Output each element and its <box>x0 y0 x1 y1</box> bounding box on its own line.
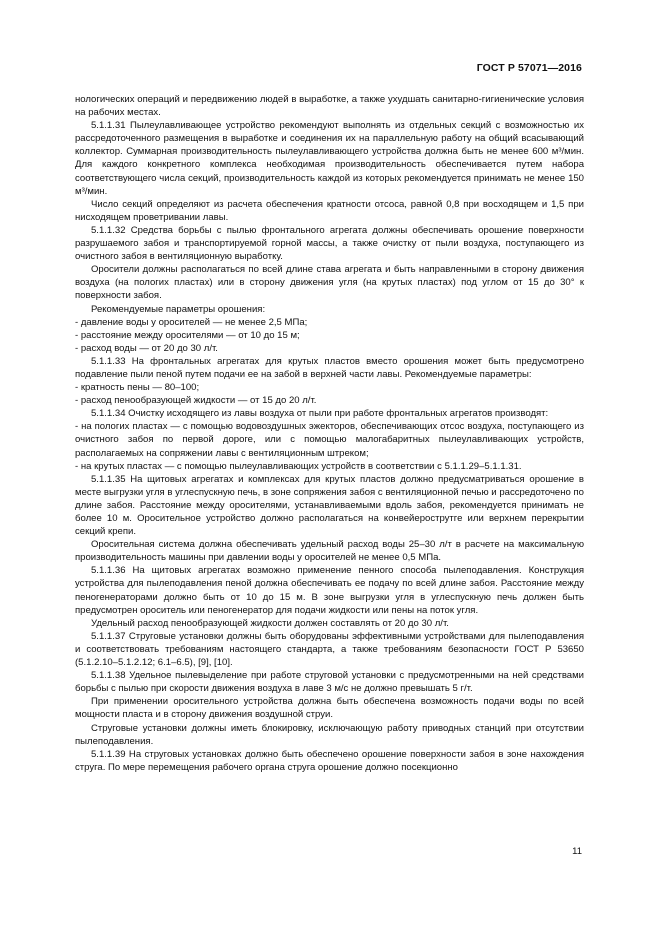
paragraph: Струговые установки должны иметь блокировку, исключающую работу приводных станций при отсутствии пылеподавления. <box>75 722 584 747</box>
paragraph: нологических операций и передвижению людей в выработке, а также ухудшать санитарно-гигиенические условия на рабочих местах. <box>75 94 584 119</box>
paragraph: Число секций определяют из расчета обеспечения кратности отсоса, равной 0,8 при восходящем и 1,5 при нисходящем проветривании лавы. <box>75 198 584 223</box>
paragraph: При применении оросительного устройства должна быть обеспечена возможность подачи воды по всей мощности пласта и в сторону движения воздушной струи. <box>75 696 584 721</box>
list-item: - расход воды — от 20 до 30 л/т. <box>75 342 218 354</box>
list-item: - расстояние между оросителями — от 10 до 15 м; <box>75 329 300 341</box>
paragraph: Удельный расход пенообразующей жидкости должен составлять от 20 до 30 л/т. <box>91 617 449 629</box>
paragraph: 5.1.1.32 Средства борьбы с пылью фронтального агрегата должны обеспечивать орошение поверхности разрушаемого забоя и транспортируемой горной массы, а также очистку от пыли воздуха, поступающего из очистного забоя в вентиляционную выработку. <box>75 224 584 263</box>
paragraph: Оросители должны располагаться по всей длине става агрегата и быть направленными в сторону движения воздуха (на пологих пластах) или в сторону движения угля (на крутых пластах) под углом от 15 до 30° к поверхности забоя. <box>75 264 584 302</box>
paragraph: 5.1.1.33 На фронтальных агрегатах для крутых пластов вместо орошения может быть предусмотрено подавление пыли пеной путем подачи ее на забой в верхней части лавы. Рекомендуемые параметры: <box>75 355 584 380</box>
list-item: - кратность пены — 80–100; <box>75 382 200 394</box>
list-item: - на крутых пластах — с помощью пылеулавливающих устройств в соответствии с 5.1.1.29–5.1.1.31. <box>75 460 522 472</box>
paragraph: 5.1.1.39 На струговых установках должно быть обеспечено орошение поверхности забоя в зоне нахождения струга. По мере перемещения рабочего органа струга орошение должно посекционно <box>75 748 584 773</box>
document-body <box>75 93 584 774</box>
paragraph: 5.1.1.36 На щитовых агрегатах возможно применение пенного способа пылеподавления. Конструкция устройства для пылеподавления пеной должна обеспечивать ее подачу по всей длине забоя. Расстояние между пеногенераторами должно быть от 10 до 15 м. В зоне выгрузки угля в углеспускную печь должен быть предусмотрен ороситель или пеногенератор для подачи жидкости или пены на поток угля. <box>75 565 584 616</box>
paragraph: 5.1.1.35 На щитовых агрегатах и комплексах для крутых пластов должно предусматриваться орошение в месте выгрузки угля в углеспускную печь, в зоне сопряжения забоя с вентиляционной печью и рассредоточено по длине забоя. Расстояние между оросителями, устанавливаемыми вдоль забоя, рекомендуется принимать не более 10 м. Оросительное устройство должно располагаться на конвейерострутге или верхнем перекрытии секций крепи. <box>75 473 584 538</box>
list-item: - на пологих пластах — с помощью водовоздушных эжекторов, обеспечивающих отсос воздуха, поступающего из очистного забоя по первой дороге, или с помощью малогабаритных пылеулавливающих устройств, располагаемых на сопряжении лавы с вентиляционным штреком; <box>75 421 584 459</box>
paragraph: 5.1.1.34 Очистку исходящего из лавы воздуха от пыли при работе фронтальных агрегатов производят: <box>91 408 549 420</box>
list-item: - давление воды у оросителей — не менее 2,5 МПа; <box>75 316 308 328</box>
list-item: - расход пенообразующей жидкости — от 15 до 20 л/т. <box>75 395 317 407</box>
document-number-header: ГОСТ Р 57071—2016 <box>476 62 582 74</box>
page-number: 11 <box>572 846 582 857</box>
paragraph: Оросительная система должна обеспечивать удельный расход воды 25–30 л/т в расчете на максимальную производительность машины при давлении воды у оросителей не менее 0,5 МПа. <box>75 539 584 564</box>
paragraph: 5.1.1.38 Удельное пылевыделение при работе струговой установки с предусмотренными на ней средствами борьбы с пылью при скорости движения воздуха в лаве 3 м/с не должно превышать 5 г/т. <box>75 670 584 695</box>
paragraph: Рекомендуемые параметры орошения: <box>91 303 266 315</box>
paragraph: 5.1.1.37 Струговые установки должны быть оборудованы эффективными устройствами для пылеподавления и соответствовать требованиям настоящего стандарта, а также требованиям безопасности ГОСТ Р 53650 (5.1.2.10–5.1.2.12; 6.1–6.5), [9], [10]. <box>75 630 584 669</box>
paragraph: 5.1.1.31 Пылеулавливающее устройство рекомендуют выполнять из отдельных секций с возможностью их рассредоточенного размещения в выработке и соединения их на параллельную работу на общий всасывающий коллектор. Суммарная производительность пылеулавливающего устройства должна быть не менее 600 м³/мин. Для каждого конкретного комплекса необходимая производительность обеспечивается путем набора соответствующего числа секций, производительность каждой из которых рекомендуется принимать не менее 150 м³/мин. <box>75 120 584 197</box>
